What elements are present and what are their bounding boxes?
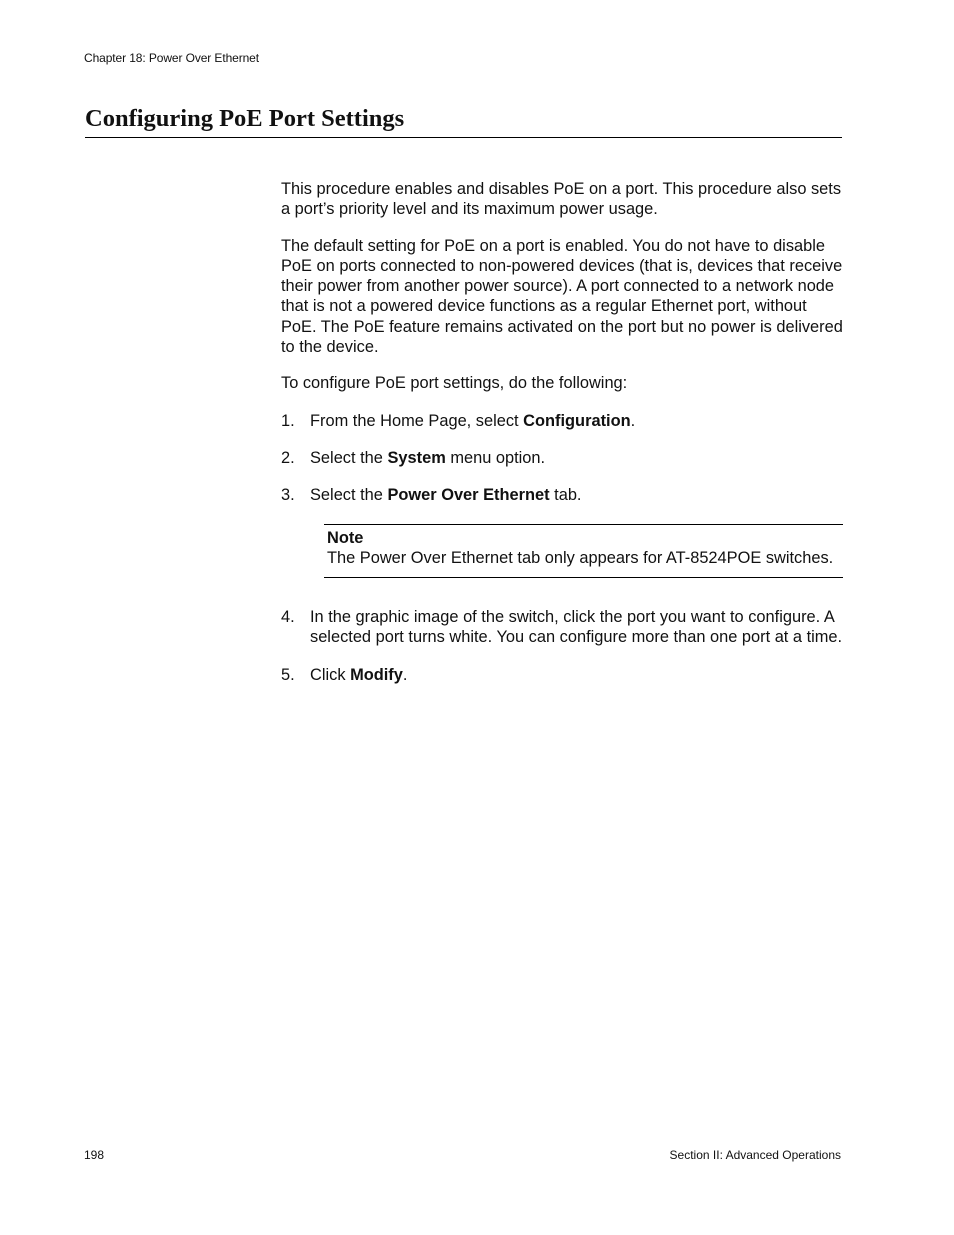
step-text-pre: Select the xyxy=(310,486,388,505)
running-header: Chapter 18: Power Over Ethernet xyxy=(84,51,259,65)
default-setting-paragraph: The default setting for PoE on a port is enabled. You do not have to disable PoE on ports connected to non-powered devices (that is, devices that receive their power from another power source). A port connected to a network node that is not a powered device functions as a regular Ethernet port, without PoE. The PoE feature remains activated on the port but no power is delivered to the device. xyxy=(281,236,843,357)
note-box xyxy=(324,524,843,579)
step-text xyxy=(310,411,843,431)
step-text-pre: From the Home Page, select xyxy=(310,411,524,430)
step-text xyxy=(310,607,843,648)
step-number: 2. xyxy=(281,448,295,467)
step-number: 5. xyxy=(281,665,295,684)
page-title: Configuring PoE Port Settings xyxy=(85,105,842,138)
body-content xyxy=(281,179,843,702)
step-2 xyxy=(281,448,843,468)
step-text-pre: Click xyxy=(310,665,351,684)
step-text-bold: Modify xyxy=(350,665,403,684)
step-text-post: tab. xyxy=(549,486,582,505)
step-text-bold: System xyxy=(387,448,446,467)
page-number: 198 xyxy=(84,1148,105,1162)
step-4 xyxy=(281,607,843,648)
step-text-post: . xyxy=(630,411,636,430)
step-text xyxy=(310,448,843,468)
step-text-pre: Select the xyxy=(310,448,388,467)
step-5 xyxy=(281,665,843,685)
step-number: 3. xyxy=(281,486,295,505)
step-text-post: menu option. xyxy=(445,448,546,467)
running-footer-section: Section II: Advanced Operations xyxy=(669,1148,841,1162)
step-number: 1. xyxy=(281,411,295,430)
step-3 xyxy=(281,485,843,505)
procedure-intro-paragraph: To configure PoE port settings, do the following: xyxy=(281,374,628,393)
step-number: 4. xyxy=(281,608,295,627)
step-1 xyxy=(281,411,843,431)
step-text-post: . xyxy=(402,665,408,684)
step-text xyxy=(310,485,843,505)
note-title: Note xyxy=(327,528,364,547)
step-text xyxy=(310,665,843,685)
step-text-bold: Power Over Ethernet xyxy=(387,486,550,505)
step-text-bold: Configuration xyxy=(523,411,631,430)
intro-paragraph: This procedure enables and disables PoE on a port. This procedure also sets a port’s priority level and its maximum power usage. xyxy=(281,180,842,219)
step-text-pre: In the graphic image of the switch, click the port you want to configure. A selected port turns white. You can configure more than one port at a time. xyxy=(310,608,843,647)
note-text: The Power Over Ethernet tab only appears for AT-8524POE switches. xyxy=(327,548,834,567)
